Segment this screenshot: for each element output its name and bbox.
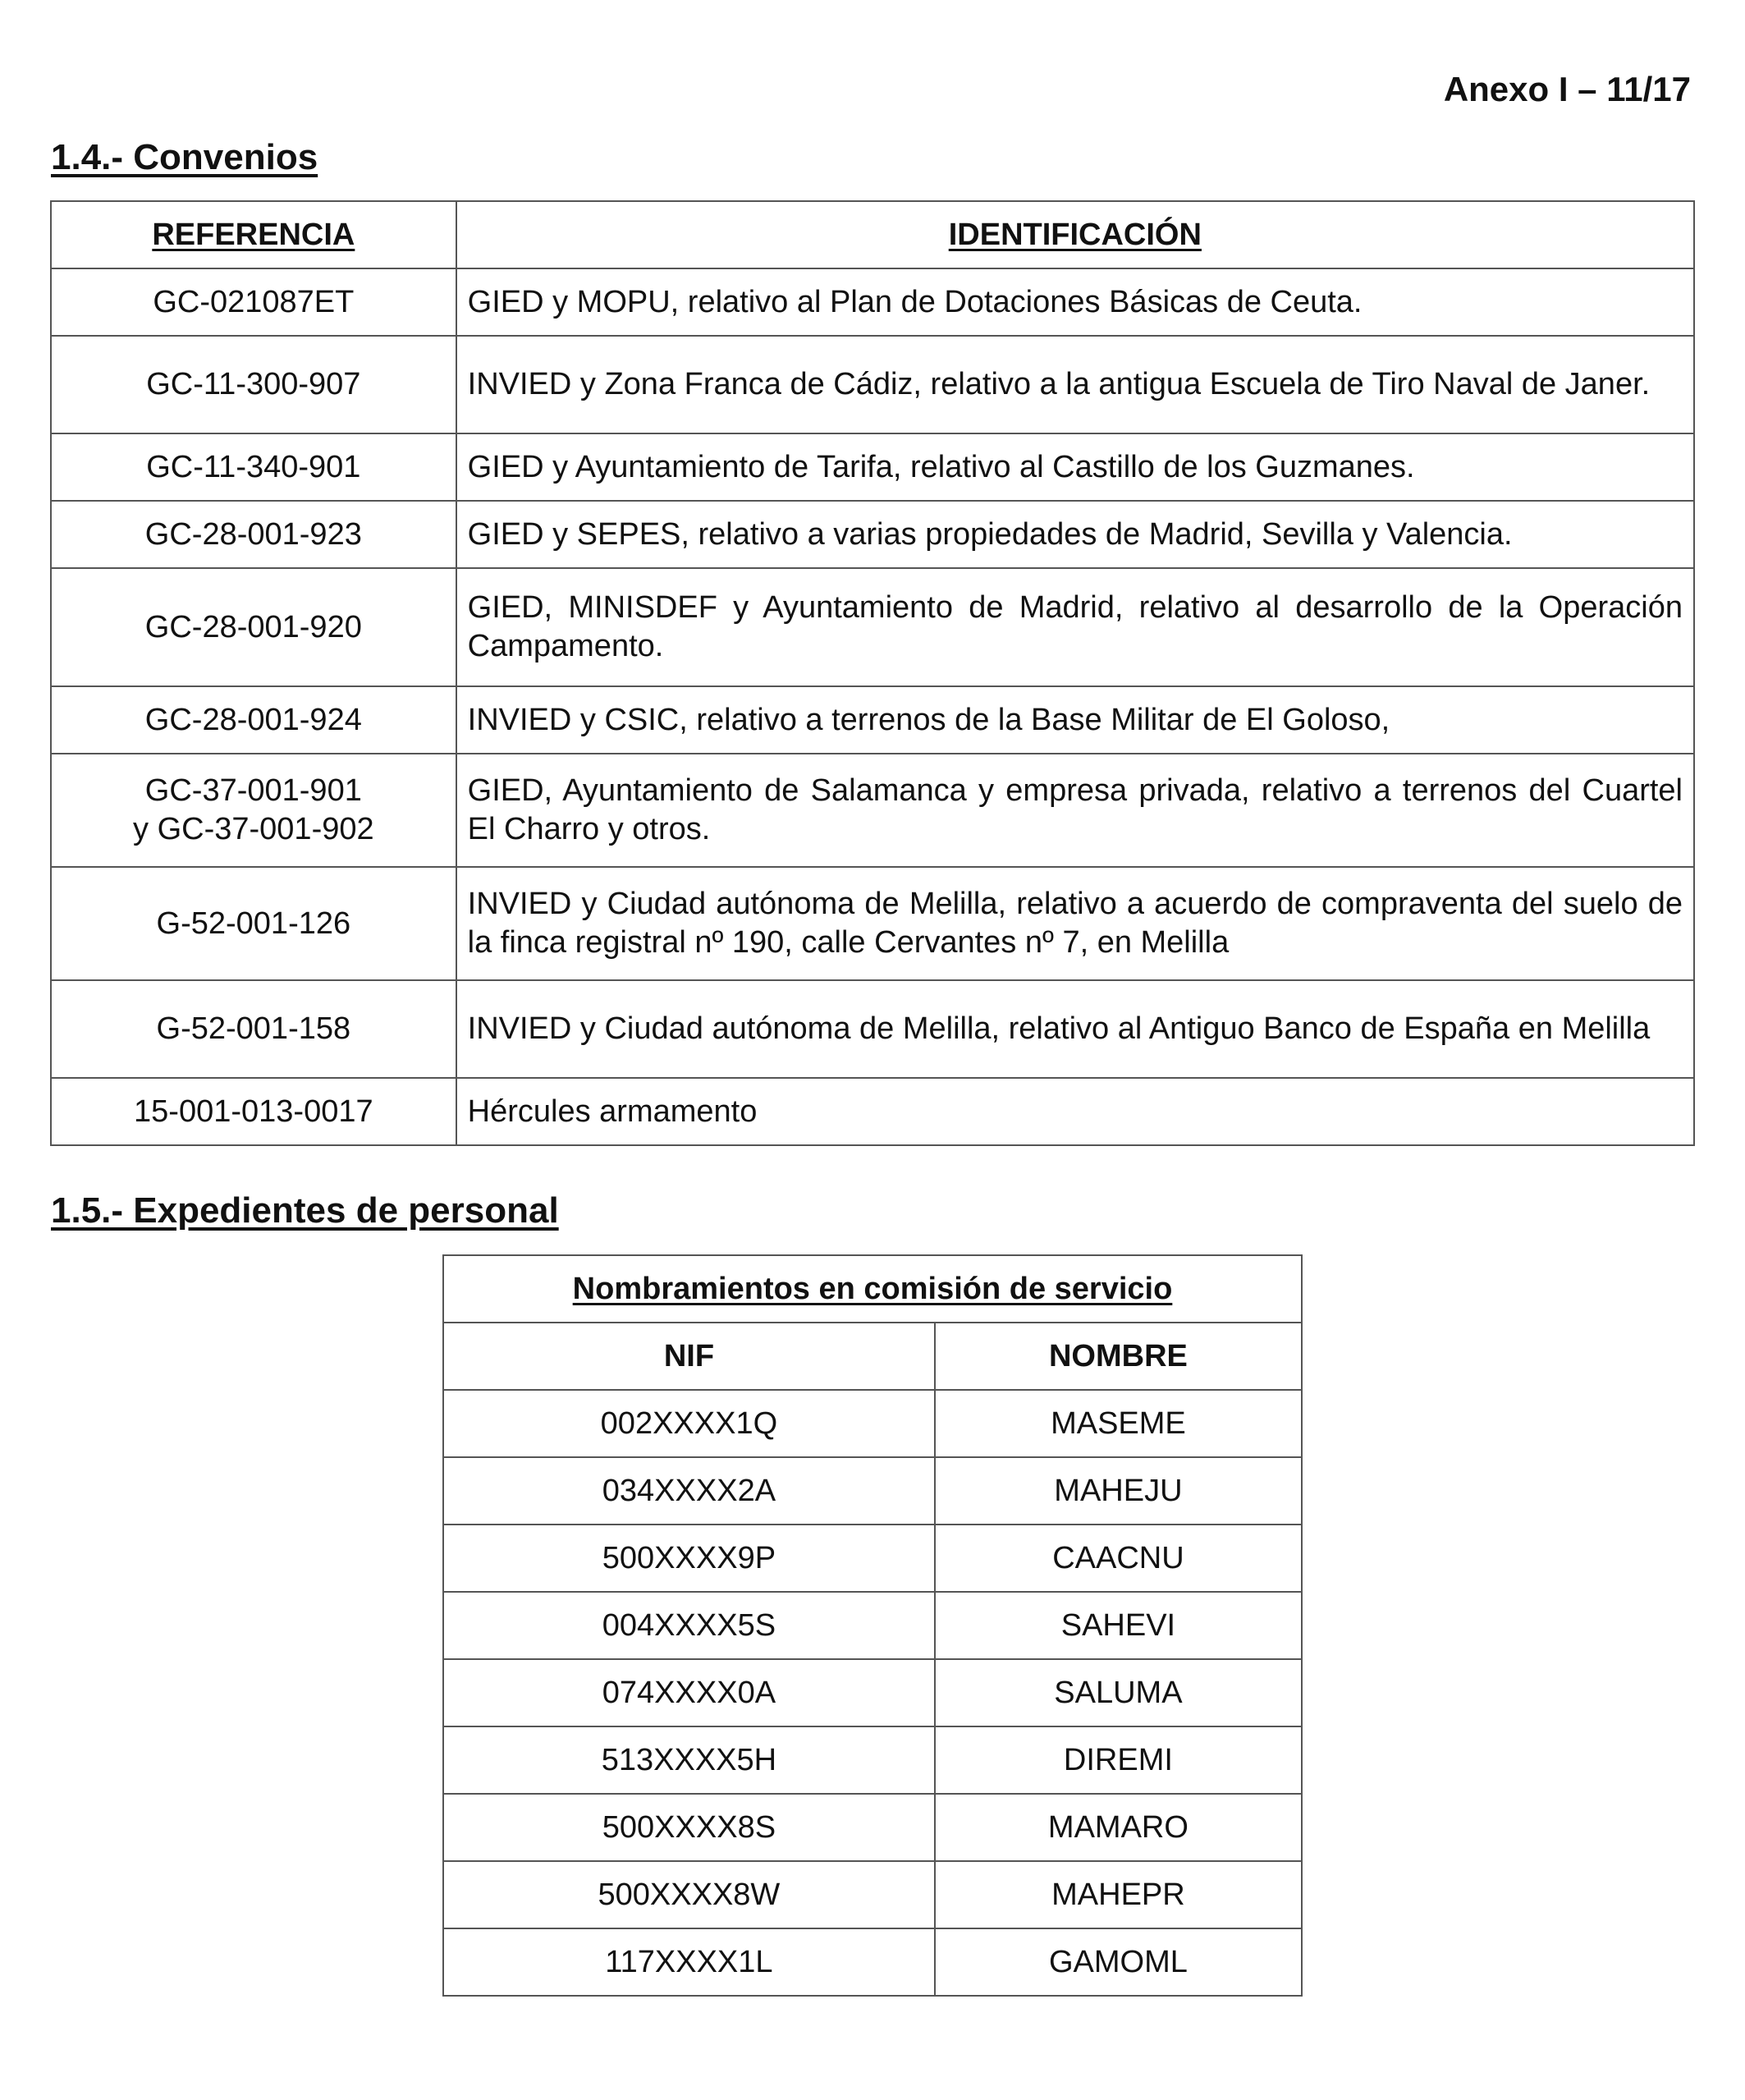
nombramientos-table xyxy=(442,1254,1303,1997)
referencia-cell: GC-28-001-920 xyxy=(51,568,456,686)
nombre-cell: MAMARO xyxy=(935,1794,1302,1861)
table-row xyxy=(51,867,1694,980)
table-row xyxy=(443,1525,1302,1592)
table-caption-row xyxy=(443,1255,1302,1323)
nif-cell: 004XXXX5S xyxy=(443,1592,935,1659)
table-caption: Nombramientos en comisión de servicio xyxy=(443,1255,1302,1323)
table-row xyxy=(51,754,1694,867)
column-header-nif: NIF xyxy=(443,1323,935,1390)
table-row xyxy=(443,1928,1302,1996)
table-row xyxy=(51,501,1694,568)
nombre-cell: DIREMI xyxy=(935,1726,1302,1794)
table-row xyxy=(51,268,1694,336)
table-row xyxy=(443,1592,1302,1659)
table-row xyxy=(51,1078,1694,1145)
table-row xyxy=(443,1794,1302,1861)
nombre-cell: SAHEVI xyxy=(935,1592,1302,1659)
nombre-cell: SALUMA xyxy=(935,1659,1302,1726)
nif-cell: 034XXXX2A xyxy=(443,1457,935,1525)
referencia-cell: GC-021087ET xyxy=(51,268,456,336)
nif-cell: 500XXXX8W xyxy=(443,1861,935,1928)
referencia-cell: GC-28-001-924 xyxy=(51,686,456,754)
nombre-cell: CAACNU xyxy=(935,1525,1302,1592)
referencia-cell: G-52-001-126 xyxy=(51,867,456,980)
referencia-cell: G-52-001-158 xyxy=(51,980,456,1078)
nif-cell: 074XXXX0A xyxy=(443,1659,935,1726)
identificacion-cell: GIED, MINISDEF y Ayuntamiento de Madrid, relativo al desarrollo de la Operación Campamento. xyxy=(456,568,1694,686)
table-row xyxy=(51,568,1694,686)
identificacion-cell: INVIED y Ciudad autónoma de Melilla, relativo a acuerdo de compraventa del suelo de la finca registral nº 190, calle Cervantes nº 7, en Melilla xyxy=(456,867,1694,980)
table-header-row xyxy=(443,1323,1302,1390)
table-row xyxy=(443,1726,1302,1794)
table-row xyxy=(51,336,1694,433)
identificacion-cell: INVIED y CSIC, relativo a terrenos de la Base Militar de El Goloso, xyxy=(456,686,1694,754)
nif-cell: 002XXXX1Q xyxy=(443,1390,935,1457)
referencia-cell: GC-11-300-907 xyxy=(51,336,456,433)
table-row xyxy=(51,686,1694,754)
identificacion-cell: INVIED y Ciudad autónoma de Melilla, relativo al Antiguo Banco de España en Melilla xyxy=(456,980,1694,1078)
table-row xyxy=(51,980,1694,1078)
nombre-cell: GAMOML xyxy=(935,1928,1302,1996)
column-header-identificacion: IDENTIFICACIÓN xyxy=(456,201,1694,268)
identificacion-cell: GIED, Ayuntamiento de Salamanca y empresa privada, relativo a terrenos del Cuartel El Charro y otros. xyxy=(456,754,1694,867)
table-row xyxy=(443,1861,1302,1928)
identificacion-cell: GIED y Ayuntamiento de Tarifa, relativo al Castillo de los Guzmanes. xyxy=(456,433,1694,501)
nombre-cell: MAHEJU xyxy=(935,1457,1302,1525)
table-row xyxy=(443,1457,1302,1525)
identificacion-cell: Hércules armamento xyxy=(456,1078,1694,1145)
table-row xyxy=(51,433,1694,501)
table-row xyxy=(443,1659,1302,1726)
section-title-expedientes-personal: 1.5.- Expedientes de personal xyxy=(51,1190,559,1231)
nif-cell: 513XXXX5H xyxy=(443,1726,935,1794)
referencia-cell: 15-001-013-0017 xyxy=(51,1078,456,1145)
identificacion-cell: INVIED y Zona Franca de Cádiz, relativo a la antigua Escuela de Tiro Naval de Janer. xyxy=(456,336,1694,433)
nif-cell: 500XXXX9P xyxy=(443,1525,935,1592)
referencia-cell: GC-11-340-901 xyxy=(51,433,456,501)
convenios-table xyxy=(50,200,1695,1146)
referencia-cell: GC-28-001-923 xyxy=(51,501,456,568)
section-title-convenios: 1.4.- Convenios xyxy=(51,137,318,177)
column-header-nombre: NOMBRE xyxy=(935,1323,1302,1390)
nif-cell: 500XXXX8S xyxy=(443,1794,935,1861)
nombre-cell: MAHEPR xyxy=(935,1861,1302,1928)
identificacion-cell: GIED y SEPES, relativo a varias propiedades de Madrid, Sevilla y Valencia. xyxy=(456,501,1694,568)
referencia-cell: GC-37-001-901 y GC-37-001-902 xyxy=(51,754,456,867)
nombre-cell: MASEME xyxy=(935,1390,1302,1457)
table-header-row xyxy=(51,201,1694,268)
identificacion-cell: GIED y MOPU, relativo al Plan de Dotaciones Básicas de Ceuta. xyxy=(456,268,1694,336)
nif-cell: 117XXXX1L xyxy=(443,1928,935,1996)
table-row xyxy=(443,1390,1302,1457)
page-header-label: Anexo I – 11/17 xyxy=(1443,70,1691,108)
column-header-referencia: REFERENCIA xyxy=(51,201,456,268)
